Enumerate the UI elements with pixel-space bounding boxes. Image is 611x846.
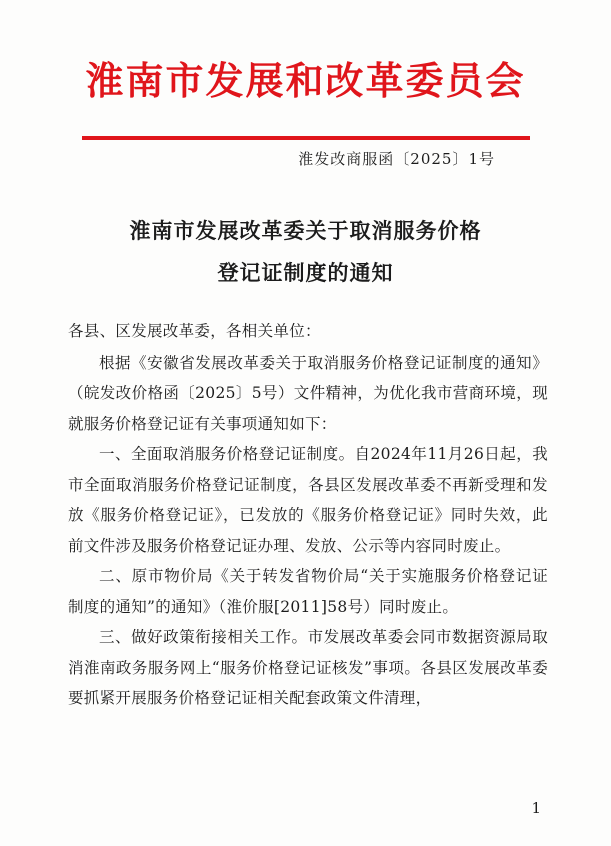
body-paragraph-item-1: 一、全面取消服务价格登记证制度。自2024年11月26日起，我市全面取消服务价格登记证制度，各县区发展改革委不再新受理和发放《服务价格登记证》，已发放的《服务价格登记证》同时失效，此前文件涉及服务价格登记证办理、发放、公示等内容同时废止。 [68, 445, 548, 555]
document-number: 淮发改商服函〔2025〕1号 [298, 150, 495, 168]
page-number: 1 [531, 799, 541, 817]
issuing-authority-header: 淮南市发展和改革委员会 [85, 58, 526, 103]
document-title-line-1: 淮南市发展改革委关于取消服务价格 [129, 218, 482, 243]
document-title [0, 210, 611, 294]
body-paragraph-item-3: 三、做好政策衔接相关工作。市发展改革委会同市数据资源局取消淮南政务服务网上“服务价格登记证核发”事项。各县区发展改革委要抓紧开展服务价格登记证相关配套政策文件清理， [68, 628, 548, 707]
document-body [68, 316, 548, 714]
body-paragraph-intro: 根据《安徽省发展改革委关于取消服务价格登记证制度的通知》（皖发改价格函〔2025〕5号）文件精神，为优化我市营商环境，现就服务价格登记证有关事项通知如下： [68, 353, 548, 433]
document-title-line-2: 登记证制度的通知 [217, 260, 394, 285]
salutation: 各县、区发展改革委，各相关单位： [68, 322, 321, 340]
body-paragraph-item-2: 二、原市物价局《关于转发省物价局“关于实施服务价格登记证制度的通知”的通知》（淮价服[2011]58号）同时废止。 [68, 567, 548, 616]
red-header-rule [82, 136, 530, 140]
